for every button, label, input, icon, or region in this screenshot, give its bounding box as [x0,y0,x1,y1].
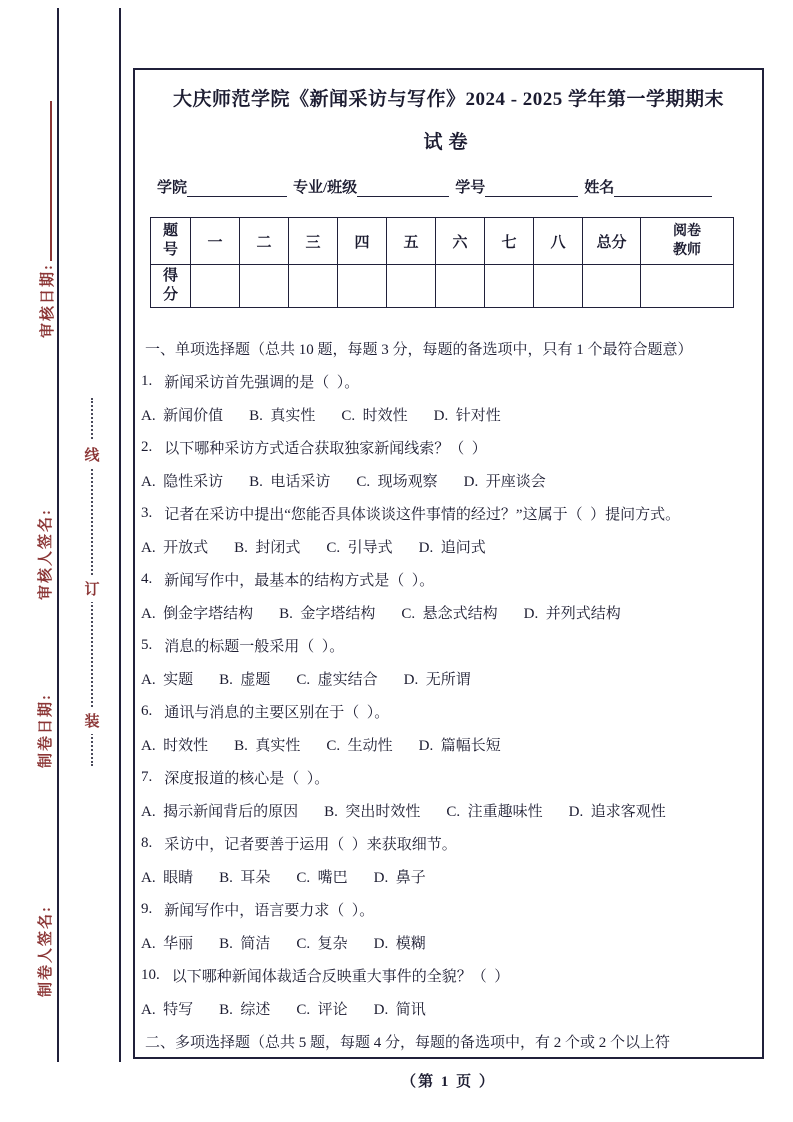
score-char-1: 得 [162,268,178,284]
question-stem: 新闻采访首先强调的是（ ）。 [164,375,360,391]
grader-header [641,218,734,265]
question-number: 2. [141,439,153,455]
binding-char-staple: 订 [82,575,102,602]
score-col-header-5: 五 [387,218,436,265]
option: A. 实题 [141,672,194,688]
review-date-label: 审核日期: [40,263,56,338]
option: B. 突出时效性 [324,804,421,820]
section-1-heading: 一、单项选择题（总共 10 题，每题 3 分，每题的备选项中，只有 1 个最符合题意） [145,342,693,358]
questions-list [141,365,754,1025]
option: B. 封闭式 [234,540,301,556]
score-col-header-1: 一 [191,218,240,265]
exam-title-line2: 试卷 [423,132,474,153]
question-number: 3. [141,505,153,521]
score-char-2: 分 [162,287,178,303]
option: D. 针对性 [433,408,501,424]
section-2-heading: 二、多项选择题（总共 5 题，每题 4 分，每题的备选项中，有 2 个或 2 个以上符 [145,1035,671,1051]
college-label: 学院 [157,180,188,196]
question-options-line [141,596,754,629]
option: C. 评论 [296,1002,348,1018]
option: B. 电话采访 [249,474,331,490]
option: A. 特写 [141,1002,194,1018]
option: B. 真实性 [249,408,316,424]
papermaking-date-label: 制卷日期: [38,693,54,768]
question-stem: 以下哪种采访方式适合获取独家新闻线索？（ ） [164,441,487,457]
student-id-label: 学号 [455,180,486,196]
reviewer-signature-label: 审核人签名: [38,508,54,600]
option: C. 时效性 [341,408,408,424]
papermaker-signature-label: 制卷人签名: [38,905,54,997]
option: B. 金字塔结构 [279,606,376,622]
option: A. 开放式 [141,540,209,556]
option: D. 篇幅长短 [418,738,501,754]
name-label: 姓名 [584,180,615,196]
option: C. 复杂 [296,936,348,952]
score-col-header-4: 四 [338,218,387,265]
score-col-header-8: 八 [534,218,583,265]
question-number: 5. [141,637,153,653]
option: B. 综述 [219,1002,271,1018]
question-stem: 新闻写作中，最基本的结构方式是（ ）。 [164,573,435,589]
question-options-line [141,662,754,695]
score-cell-7[interactable] [485,265,534,308]
option: C. 嘴巴 [296,870,348,886]
question-number: 7. [141,769,153,785]
option: A. 华丽 [141,936,194,952]
question-options-line [141,398,754,431]
option: D. 鼻子 [373,870,426,886]
field-name [584,176,712,197]
seal-border-right [119,8,121,1062]
score-cell-total[interactable] [583,265,641,308]
option: D. 开座谈会 [463,474,546,490]
option: C. 生动性 [326,738,393,754]
score-col-header-3: 三 [289,218,338,265]
option: A. 揭示新闻背后的原因 [141,804,299,820]
question-text-line [141,431,754,464]
option: C. 虚实结合 [296,672,378,688]
student-info-row [157,176,740,197]
major-class-label: 专业/班级 [293,180,358,196]
question-text-line [141,563,754,596]
margin-label-papermaking-date [36,693,56,768]
option: A. 时效性 [141,738,209,754]
option: C. 现场观察 [356,474,438,490]
question-options-line [141,794,754,827]
option: B. 真实性 [234,738,301,754]
option: D. 并列式结构 [523,606,621,622]
grader-line-1: 阅卷 [673,224,701,239]
score-cell-4[interactable] [338,265,387,308]
college-blank[interactable] [187,180,287,197]
question-number: 10. [141,967,160,983]
field-college [157,176,287,197]
exam-title-line1: 大庆师范学院《新闻采访与写作》2024 - 2025 学年第一学期期末 [172,89,725,110]
option: D. 追问式 [418,540,486,556]
field-major-class [293,176,449,197]
question-text-line [141,629,754,662]
score-cell-8[interactable] [534,265,583,308]
score-cell-5[interactable] [387,265,436,308]
corner-char-1: 题 [162,223,178,239]
name-blank[interactable] [614,180,712,197]
question-area [135,332,762,1058]
binding-char-bind: 装 [82,707,102,734]
question-stem: 消息的标题一般采用（ ）。 [164,639,345,655]
score-cell-1[interactable] [191,265,240,308]
question-text-line [141,761,754,794]
question-options-line [141,530,754,563]
score-row-label [151,265,191,308]
option: D. 简讯 [373,1002,426,1018]
question-number: 8. [141,835,153,851]
exam-paper-box [133,68,764,1059]
binding-char-line: 线 [82,441,102,468]
option: A. 眼睛 [141,870,194,886]
option: D. 追求客观性 [568,804,666,820]
question-number: 4. [141,571,153,587]
score-table [150,217,734,308]
option: A. 新闻价值 [141,408,224,424]
option: C. 注重趣味性 [446,804,543,820]
question-text-line [141,959,754,992]
corner-char-2: 号 [162,242,178,258]
score-table-corner [151,218,191,265]
option: A. 隐性采访 [141,474,224,490]
question-options-line [141,728,754,761]
option: C. 悬念式结构 [401,606,498,622]
question-options-line [141,860,754,893]
grader-line-2: 教师 [673,243,701,258]
score-cell-grader[interactable] [641,265,734,308]
question-text-line [141,365,754,398]
margin-label-review-date [36,101,58,338]
score-cell-3[interactable] [289,265,338,308]
score-col-header-7: 七 [485,218,534,265]
question-options-line [141,464,754,497]
option: D. 模糊 [373,936,426,952]
option: B. 耳朵 [219,870,271,886]
page-number: （第 1 页 ） [401,1074,496,1090]
question-stem: 新闻写作中，语言要力求（ ）。 [164,903,375,919]
question-stem: 深度报道的核心是（ ）。 [164,771,330,787]
question-stem: 采访中，记者要善于运用（ ）来获取细节。 [164,837,457,853]
question-text-line [141,497,754,530]
margin-label-papermaker-signature [36,905,56,997]
question-text-line [141,827,754,860]
question-stem: 通讯与消息的主要区别在于（ ）。 [164,705,390,721]
review-date-blank[interactable] [36,101,52,261]
question-number: 6. [141,703,153,719]
option: C. 引导式 [326,540,393,556]
question-options-line [141,992,754,1025]
option: A. 倒金字塔结构 [141,606,254,622]
major-class-blank[interactable] [357,180,449,197]
question-number: 1. [141,373,153,389]
question-text-line [141,695,754,728]
question-stem: 记者在采访中提出“您能否具体谈谈这件事情的经过？”这属于（ ）提问方式。 [164,507,681,523]
score-cell-2[interactable] [240,265,289,308]
field-student-id [455,176,578,197]
question-options-line [141,926,754,959]
score-col-header-2: 二 [240,218,289,265]
option: B. 简洁 [219,936,271,952]
margin-label-reviewer-signature [36,508,56,600]
score-cell-6[interactable] [436,265,485,308]
question-stem: 以下哪种新闻体裁适合反映重大事件的全貌？（ ） [171,969,510,985]
student-id-blank[interactable] [485,180,578,197]
question-number: 9. [141,901,153,917]
score-col-header-6: 六 [436,218,485,265]
score-col-header-total: 总分 [583,218,641,265]
option: D. 无所谓 [403,672,471,688]
question-text-line [141,893,754,926]
option: B. 虚题 [219,672,271,688]
